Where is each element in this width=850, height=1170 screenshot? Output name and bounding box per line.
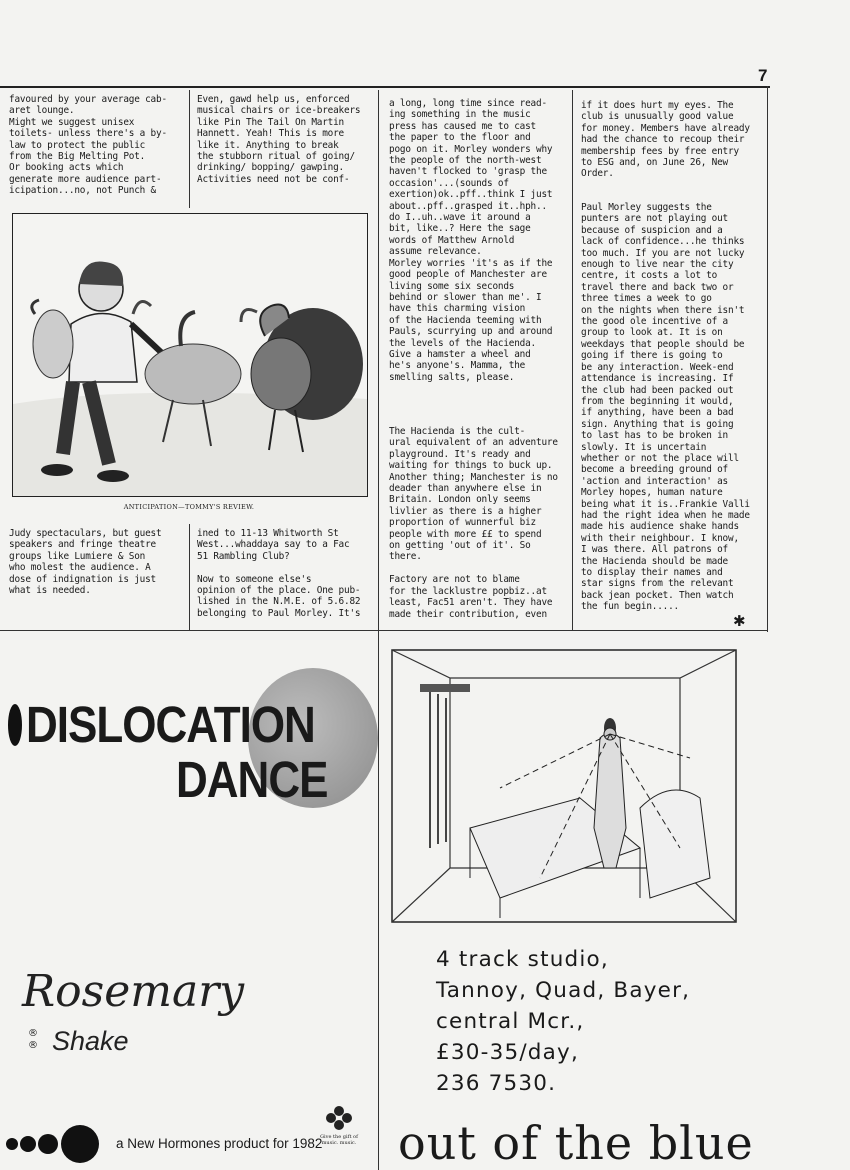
studio-room-illustration xyxy=(390,648,738,926)
column-divider xyxy=(189,524,190,630)
article-col2-top: Even, gawd help us, enforced musical chairs or ice-breakers like Pin The Tail On Martin Hannett. Yeah! This is more like it. Anything to break the stubborn ritual of going/ drinking/ bopping/ gawping. Activities need not be conf- xyxy=(197,94,361,185)
column-divider xyxy=(189,90,190,208)
ad-brand-out-of-the-blue: out of the blue xyxy=(398,1116,754,1170)
gift-text: Give the gift of music. music. xyxy=(320,1134,358,1146)
article-col2-bottom: ined to 11-13 Whitworth St West...whaddaya say to a Fac 51 Rambling Club? Now to someone else's opinion of the place. One pub- lished in the N.M.E. of 5.6.82 belonging to Paul Morley. It's xyxy=(197,528,361,619)
ad-headline-dance: DANCE xyxy=(176,752,328,809)
article-col3-lower: The Hacienda is the cult- ural equivalent of an adventure playground. It's ready and waiting for things to buck up. Another thing; Manchester is no deader than anywhere else in Britain. London only seems livlier as there is a higher proportion of wunnerful biz people with more ££ to spend on getting 'out of it'. So there. Factory are not to blame for the lacklustre popbiz..at least, Fac51 aren't. They have made their contribution, even xyxy=(389,426,558,620)
ad-dot-mark xyxy=(8,704,22,746)
illustration-caption: ANTICIPATION—TOMMY'S REVIEW. xyxy=(123,503,255,511)
flower-icon xyxy=(324,1104,354,1132)
column-divider xyxy=(572,90,573,630)
boy-and-turkeys-illustration xyxy=(13,214,367,496)
ad-product-shake: Shake xyxy=(52,1026,129,1056)
ad-divider xyxy=(378,630,379,1170)
ad-headline-dislocation: DISLOCATION xyxy=(26,697,315,754)
article-col4-upper: if it does hurt my eyes. The club is unusually good value for money. Members have already had the chance to recoup their membership fees by free entry to ESG and, on June 26, New Order. xyxy=(581,100,750,180)
ad-footer-new-hormones: a New Hormones product for 1982 xyxy=(116,1136,323,1151)
column-divider xyxy=(767,86,768,632)
record-dots-logo xyxy=(4,1124,104,1164)
article-col3-upper: a long, long time since read- ing something in the music press has caused me to cast the paper to the floor and pogo on it. Morley wonders why the people of the north-west haven't flocked to 'grasp the occasion'...(sounds of exertion)ok..pff..think I just about..pff..grasped it..hph.. do I..uh..wave it around a bit, like..? Here the sage words of Matthew Arnold assume relevance. Morley worries 'it's as if the good people of Manchester are living some six seconds behind or slower than me'. I have this charming vision of the Hacienda teeming with Pauls, scurrying up and around the levels of the Hacienda. Give a hamster a wheel and he's anyone's. Mamma, the smelling salts, please. xyxy=(389,98,553,383)
illustration-frame xyxy=(12,213,368,497)
article-col1-top: favoured by your average cab- aret lounge. Might we suggest unisex toilets- unless there's a by- law to protect the public from the Big Melting Pot. Or booking acts which generate more audience part- icipation...no, not Punch & xyxy=(9,94,167,197)
page-number: 7 xyxy=(758,66,768,85)
header-rule xyxy=(0,86,770,88)
end-asterisk: ✱ xyxy=(733,612,746,630)
studio-details: 4 track studio, Tannoy, Quad, Bayer, central Mcr., £30-35/day, 236 7530. xyxy=(436,947,691,1096)
gift-of-music-logo xyxy=(314,1104,364,1146)
registered-marks: ® ® xyxy=(28,1028,38,1051)
section-rule xyxy=(0,630,768,631)
article-col1-bottom: Judy spectaculars, but guest speakers and fringe theatre groups like Lumiere & Son who molest the audience. A dose of indignation is just what is needed. xyxy=(9,528,162,597)
article-col4-lower: Paul Morley suggests the punters are not playing out because of suspicion and a lack of confidence...he thinks too much. If you are not lucky enough to live near the city centre, it costs a lot to travel there and back two or three times a week to go on the nights when there isn't the good ole incentive of a group to look at. It is on weekdays that people should be going if there is going to be any interaction. Week-end attendance is increasing. If the club had been packed out from the beginning it would, if anything, have been a bad sign. Anything that is going to last has to be broken in slowly. It is uncertain whether or not the place will become a breeding ground of 'action and interaction' as Morley hopes, human nature being what it is..Frankie Valli had the right idea when he made made his audience shake hands with their neighbour. I know, I was there. All patrons of the Hacienda should be made to display their names and star signs from the relevant back jean pocket. Then watch the fun begin..... xyxy=(581,202,750,613)
column-divider xyxy=(378,90,379,630)
ad-brand-rosemary: Rosemary xyxy=(22,966,245,1017)
